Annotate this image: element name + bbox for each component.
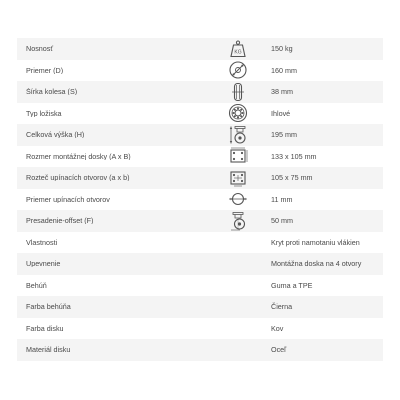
spec-value: Čierna	[271, 302, 293, 312]
spec-row-nosnost	[17, 38, 383, 60]
spec-label: Presadenie-offset (F)	[26, 217, 94, 225]
svg-text:KG: KG	[234, 49, 242, 56]
spec-label: Rozteč upínacích otvorov (a x b)	[26, 174, 130, 182]
wheel-width-icon	[223, 82, 253, 102]
spec-value: Ihlové	[271, 108, 291, 118]
spec-value: 195 mm	[271, 130, 297, 140]
spec-label: Behúň	[26, 281, 47, 289]
spec-label: Farba behúňa	[26, 303, 71, 311]
spec-value: Montážna doska na 4 otvory	[271, 259, 362, 269]
spec-row-priemer	[17, 60, 383, 82]
spec-table	[17, 38, 383, 361]
spec-label: Celková výška (H)	[26, 131, 85, 139]
spec-row-celkova-vyska	[17, 124, 383, 146]
spec-value: Guma a TPE	[271, 280, 313, 290]
hole-diameter-icon	[223, 189, 253, 209]
bearing-icon	[223, 103, 253, 123]
spec-value: 38 mm	[271, 87, 293, 97]
spec-label: Priemer upínacích otvorov	[26, 195, 110, 203]
spec-label: Materiál disku	[26, 346, 71, 354]
offset-icon	[223, 211, 253, 231]
spec-label: Vlastnosti	[26, 238, 58, 246]
spec-row-priemer-otvorov	[17, 189, 383, 211]
spec-row-upevnenie	[17, 253, 383, 275]
spec-row-rozmer-dosky	[17, 146, 383, 168]
spec-value: 150 kg	[271, 44, 293, 54]
diameter-icon	[223, 60, 253, 80]
spec-row-typ-loziska	[17, 103, 383, 125]
spec-value: 11 mm	[271, 194, 293, 204]
spec-value: 133 x 105 mm	[271, 151, 317, 161]
spec-value: 105 x 75 mm	[271, 173, 313, 183]
spec-label: Priemer (D)	[26, 66, 64, 74]
spec-value: 160 mm	[271, 65, 297, 75]
hole-spacing-icon	[223, 168, 253, 188]
spec-row-presadenie	[17, 210, 383, 232]
spec-row-behun	[17, 275, 383, 297]
weight-kg-icon	[223, 39, 253, 59]
spec-row-vlastnosti	[17, 232, 383, 254]
spec-label: Typ ložiska	[26, 109, 62, 117]
spec-value: Oceľ	[271, 345, 287, 355]
spec-value: 50 mm	[271, 216, 293, 226]
spec-label: Rozmer montážnej dosky (A x B)	[26, 152, 131, 160]
spec-value: Kov	[271, 323, 284, 333]
spec-row-material-disku	[17, 339, 383, 361]
spec-label: Upevnenie	[26, 260, 61, 268]
spec-label: Farba disku	[26, 324, 64, 332]
spec-value: Kryt proti namotaniu vlákien	[271, 237, 360, 247]
spec-row-farba-disku	[17, 318, 383, 340]
spec-label: Šírka kolesa (S)	[26, 88, 78, 96]
plate-size-icon	[223, 146, 253, 166]
spec-row-farba-behuna	[17, 296, 383, 318]
spec-label: Nosnosť	[26, 45, 54, 53]
spec-row-sirka	[17, 81, 383, 103]
spec-row-roztec-otvorov	[17, 167, 383, 189]
total-height-icon	[223, 125, 253, 145]
